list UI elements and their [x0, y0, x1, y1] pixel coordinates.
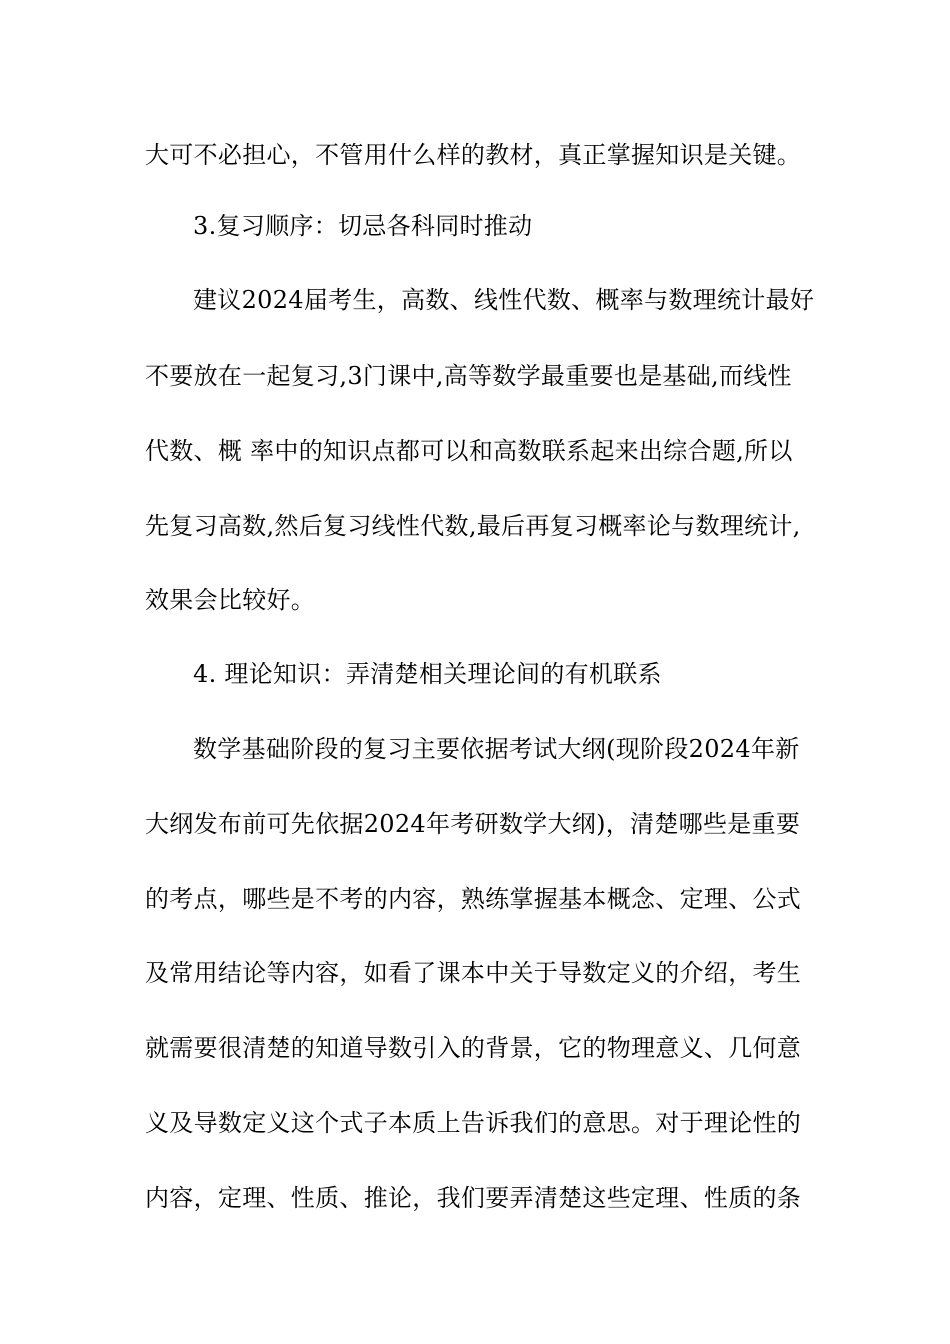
text-line-1: 大可不必担心，不管用什么样的教材，真正掌握知识是关键。 [145, 141, 802, 169]
text-line-13: 就需要很清楚的知道导数引入的背景，它的物理意义、几何意 [145, 1034, 802, 1062]
text-line-5: 代数、概 率中的知识点都可以和高数联系起来出综合题,所以 [145, 437, 793, 465]
text-line-3: 建议2024届考生，高数、线性代数、概率与数理统计最好 [193, 286, 815, 314]
text-line-4: 不要放在一起复习,3门课中,高等数学最重要也是基础,而线性 [145, 362, 792, 390]
text-line-9: 数学基础阶段的复习主要依据考试大纲(现阶段2024年新 [193, 735, 800, 763]
text-line-10: 大纲发布前可先依据2024年考研数学大纲)，清楚哪些是重要 [145, 810, 801, 838]
text-line-12: 及常用结论等内容，如看了课本中关于导数定义的介绍，考生 [145, 959, 802, 987]
heading-theory-knowledge: 4. 理论知识：弄清楚相关理论间的有机联系 [193, 660, 662, 688]
text-line-11: 的考点，哪些是不考的内容，熟练掌握基本概念、定理、公式 [145, 885, 802, 913]
text-line-6: 先复习高数,然后复习线性代数,最后再复习概率论与数理统计, [145, 512, 801, 540]
text-line-15: 内容，定理、性质、推论，我们要弄清楚这些定理、性质的条 [145, 1184, 802, 1212]
heading-review-order: 3.复习顺序：切忌各科同时推动 [193, 212, 533, 240]
text-line-14: 义及导数定义这个式子本质上告诉我们的意思。对于理论性的 [145, 1109, 802, 1137]
text-line-7: 效果会比较好。 [145, 586, 316, 614]
